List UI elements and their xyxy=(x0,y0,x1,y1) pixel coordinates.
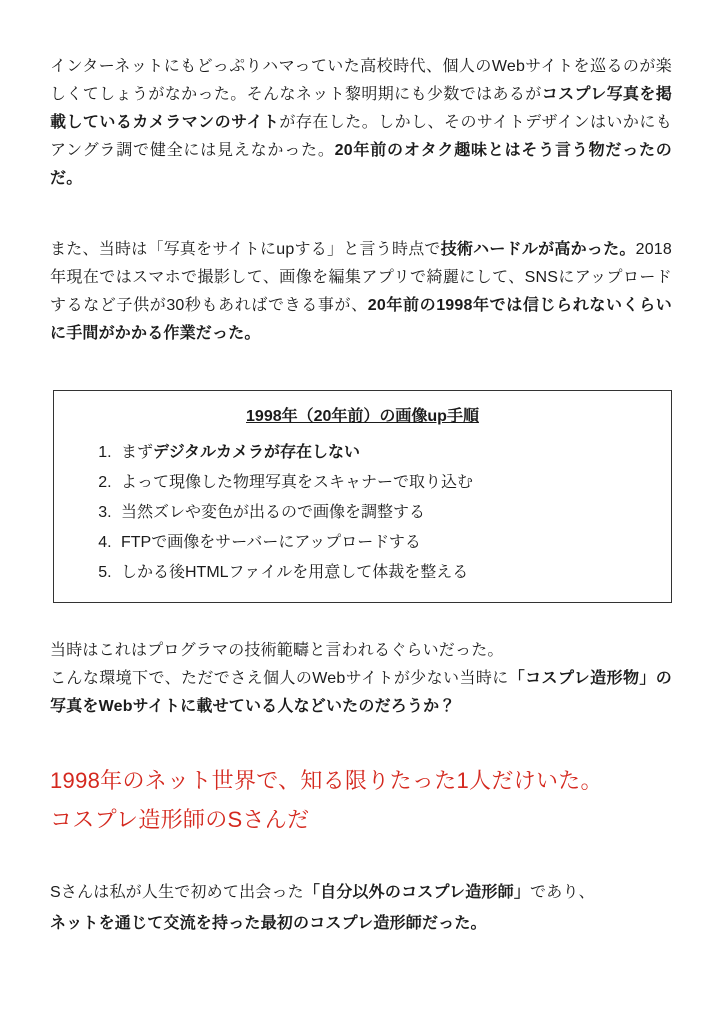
text-run: こんな環境下で、ただでさえ個人のWebサイトが少ない当時に xyxy=(50,670,509,687)
bold-text-run: 「コスプレ造形物」の写真をWebサイトに載せている人などいたのだろうか？ xyxy=(50,670,672,715)
text-run: また、当時は「写真をサイトにupする」と言う時点で xyxy=(50,241,441,258)
procedure-box-title: 1998年（20年前）の画像up手順 xyxy=(246,408,479,425)
bold-text-run: コスプレ写真を掲載しているカメラマンのサイト xyxy=(50,86,672,131)
text-run: であり、 xyxy=(530,884,595,901)
procedure-step xyxy=(116,558,655,588)
red-highlight-line-2: コスプレ造形師のSさんだ xyxy=(50,807,310,832)
procedure-box xyxy=(53,390,672,603)
paragraph-s-san xyxy=(50,877,672,939)
procedure-step xyxy=(116,498,655,528)
paragraph-tech-hurdle xyxy=(50,236,672,348)
bold-text-run: 「自分以外のコスプレ造形師」 xyxy=(303,884,531,901)
text-run: しかる後HTMLファイルを用意して体裁を整える xyxy=(121,564,469,581)
text-run: よって現像した物理写真をスキャナーで取り込む xyxy=(121,474,474,491)
procedure-list xyxy=(70,438,655,588)
text-line xyxy=(50,915,487,932)
text-run: FTPで画像をサーバーにアップロードする xyxy=(121,534,421,551)
text-run: インターネットにもどっぷりハマっていた高校時代、個人のWebサイトを巡るのが楽しくてしょうがなかった。そんなネット黎明期にも少数ではあるが xyxy=(50,58,672,103)
bold-text-run: 20年前の1998年では信じられないくらいに手間がかかる作業だった。 xyxy=(50,297,672,342)
text-line xyxy=(50,884,595,901)
paragraph-intro xyxy=(50,53,672,193)
paragraph-programmer xyxy=(50,637,672,721)
text-run: が存在した。しかし、そのサイトデザインはいかにもアングラ調で健全には見えなかった。 xyxy=(50,114,672,159)
red-highlight-line-1: 1998年のネット世界で、知る限りたった1人だけいた。 xyxy=(50,768,603,793)
procedure-step xyxy=(116,438,655,468)
procedure-step xyxy=(116,468,655,498)
bold-text-run: デジタルカメラが存在しない xyxy=(153,444,361,461)
text-line xyxy=(50,670,672,715)
text-run: まず xyxy=(121,444,154,461)
text-line: 当時はこれはプログラマの技術範疇と言われるぐらいだった。 xyxy=(50,642,504,659)
bold-text-run: 技術ハードルが高かった。 xyxy=(440,241,636,258)
bold-text-run: 20年前のオタク趣味とはそう言う物だったのだ。 xyxy=(50,142,672,187)
red-highlight-block xyxy=(50,761,672,839)
text-run: 2018年現在ではスマホで撮影して、画像を編集アプリで綺麗にして、SNSにアップロードするなど子供が30秒もあればできる事が、 xyxy=(50,241,672,314)
bold-text-run: ネットを通じて交流を持った最初のコスプレ造形師だった。 xyxy=(50,915,487,932)
text-run: Sさんは私が人生で初めて出会った xyxy=(50,884,304,901)
text-run: 当然ズレや変色が出るので画像を調整する xyxy=(121,504,426,521)
procedure-step xyxy=(116,528,655,558)
